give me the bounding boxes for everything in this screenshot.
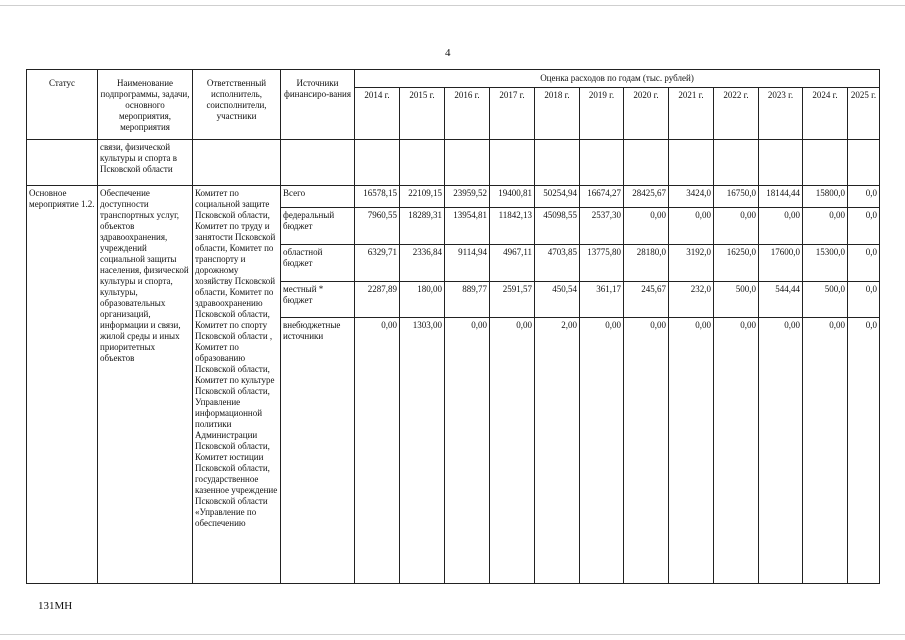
- cell-empty: [193, 140, 281, 186]
- value-cell: 500,0: [803, 282, 848, 318]
- value-cell: 0,00: [669, 318, 714, 584]
- cell-empty: [27, 140, 98, 186]
- year-header: 2025 г.: [848, 88, 880, 140]
- cell-empty: [445, 140, 490, 186]
- cell-empty: [400, 140, 445, 186]
- header-estimate: Оценка расходов по годам (тыс. рублей): [355, 70, 880, 88]
- value-cell: 0,0: [848, 318, 880, 584]
- value-cell: 0,00: [714, 208, 759, 245]
- value-cell: 7960,55: [355, 208, 400, 245]
- value-cell: 28180,0: [624, 245, 669, 282]
- value-cell: 544,44: [759, 282, 803, 318]
- value-cell: 0,0: [848, 186, 880, 208]
- value-cell: 0,0: [848, 208, 880, 245]
- cell-empty: [281, 140, 355, 186]
- footer-code: 131МН: [38, 600, 73, 612]
- page-number: 4: [445, 47, 451, 59]
- value-cell: 0,00: [759, 208, 803, 245]
- value-cell: 0,00: [490, 318, 535, 584]
- cell-empty: [848, 140, 880, 186]
- value-cell: 16750,0: [714, 186, 759, 208]
- value-cell: 0,00: [759, 318, 803, 584]
- value-cell: 15800,0: [803, 186, 848, 208]
- value-cell: 2336,84: [400, 245, 445, 282]
- value-cell: 16250,0: [714, 245, 759, 282]
- value-cell: 0,00: [803, 208, 848, 245]
- event-status: Основное мероприятие 1.2.: [27, 186, 98, 584]
- value-cell: 180,00: [400, 282, 445, 318]
- budget-table: [26, 69, 880, 584]
- cell-empty: [535, 140, 580, 186]
- value-cell: 0,00: [803, 318, 848, 584]
- year-header: 2014 г.: [355, 88, 400, 140]
- value-cell: 28425,67: [624, 186, 669, 208]
- header-status: Статус: [27, 70, 98, 140]
- value-cell: 3424,0: [669, 186, 714, 208]
- year-header: 2016 г.: [445, 88, 490, 140]
- value-cell: 2287,89: [355, 282, 400, 318]
- value-cell: 0,0: [848, 245, 880, 282]
- value-cell: 2537,30: [580, 208, 624, 245]
- value-cell: 2591,57: [490, 282, 535, 318]
- value-cell: 6329,71: [355, 245, 400, 282]
- value-cell: 13775,80: [580, 245, 624, 282]
- year-header: 2021 г.: [669, 88, 714, 140]
- value-cell: 23959,52: [445, 186, 490, 208]
- value-cell: 16578,15: [355, 186, 400, 208]
- value-cell: 3192,0: [669, 245, 714, 282]
- source-label: внебюджетные источники: [281, 318, 355, 584]
- value-cell: 361,17: [580, 282, 624, 318]
- value-cell: 18144,44: [759, 186, 803, 208]
- value-cell: 889,77: [445, 282, 490, 318]
- value-cell: 232,0: [669, 282, 714, 318]
- header-row-1: [27, 70, 880, 88]
- value-cell: 2,00: [535, 318, 580, 584]
- continuation-row: [27, 140, 880, 186]
- value-cell: 0,0: [848, 282, 880, 318]
- year-header: 2019 г.: [580, 88, 624, 140]
- year-header: 2017 г.: [490, 88, 535, 140]
- value-cell: 45098,55: [535, 208, 580, 245]
- header-sources: Источники финансиро-вания: [281, 70, 355, 140]
- year-header: 2024 г.: [803, 88, 848, 140]
- value-cell: 0,00: [624, 208, 669, 245]
- value-cell: 0,00: [669, 208, 714, 245]
- cell-empty: [624, 140, 669, 186]
- value-cell: 22109,15: [400, 186, 445, 208]
- value-cell: 450,54: [535, 282, 580, 318]
- year-header: 2020 г.: [624, 88, 669, 140]
- value-cell: 18289,31: [400, 208, 445, 245]
- value-cell: 17600,0: [759, 245, 803, 282]
- cell-empty: [490, 140, 535, 186]
- event-name: Обеспечение доступности транспортных услуг, объектов здравоохранения, учреждений социальной защиты населения, физической культуры и спорта, культуры, образовательных организаций, информации и связи, жилой среды и иных приоритетных объектов: [98, 186, 193, 584]
- source-label: областной бюджет: [281, 245, 355, 282]
- cell-empty: [669, 140, 714, 186]
- source-label: федеральный бюджет: [281, 208, 355, 245]
- header-name: Наименование подпрограммы, задачи, основного мероприятия, мероприятия: [98, 70, 193, 140]
- value-cell: 13954,81: [445, 208, 490, 245]
- cell-empty: [580, 140, 624, 186]
- table-row: [27, 186, 880, 208]
- cell-empty: [714, 140, 759, 186]
- year-header: 2023 г.: [759, 88, 803, 140]
- value-cell: 16674,27: [580, 186, 624, 208]
- value-cell: 50254,94: [535, 186, 580, 208]
- value-cell: 245,67: [624, 282, 669, 318]
- value-cell: 15300,0: [803, 245, 848, 282]
- header-responsible: Ответственный исполнитель, соисполнители, участники: [193, 70, 281, 140]
- event-responsible: Комитет по социальной защите Псковской области, Комитет по труду и занятости Псковской области, Комитет по транспорту и дорожному хозяйству Псковской области, Комитет по здравоохранению Псковской области, Комитет по спорту Псковской области , Комитет по образованию Псковской области, Комитет по культуре Псковской области, Управление информационной политики Администрации Псковской области, Комитет юстиции Псковской области, государственное казенное учреждение Псковской области «Управление по обеспечению: [193, 186, 281, 584]
- year-header: 2018 г.: [535, 88, 580, 140]
- value-cell: 9114,94: [445, 245, 490, 282]
- year-header: 2015 г.: [400, 88, 445, 140]
- continuation-name: связи, физической культуры и спорта в Псковской области: [98, 140, 193, 186]
- value-cell: 0,00: [445, 318, 490, 584]
- value-cell: 0,00: [714, 318, 759, 584]
- cell-empty: [803, 140, 848, 186]
- value-cell: 0,00: [624, 318, 669, 584]
- value-cell: 500,0: [714, 282, 759, 318]
- value-cell: 4703,85: [535, 245, 580, 282]
- source-label: Всего: [281, 186, 355, 208]
- year-header: 2022 г.: [714, 88, 759, 140]
- cell-empty: [355, 140, 400, 186]
- source-label: местный * бюджет: [281, 282, 355, 318]
- value-cell: 0,00: [355, 318, 400, 584]
- value-cell: 1303,00: [400, 318, 445, 584]
- value-cell: 4967,11: [490, 245, 535, 282]
- value-cell: 0,00: [580, 318, 624, 584]
- value-cell: 19400,81: [490, 186, 535, 208]
- value-cell: 11842,13: [490, 208, 535, 245]
- cell-empty: [759, 140, 803, 186]
